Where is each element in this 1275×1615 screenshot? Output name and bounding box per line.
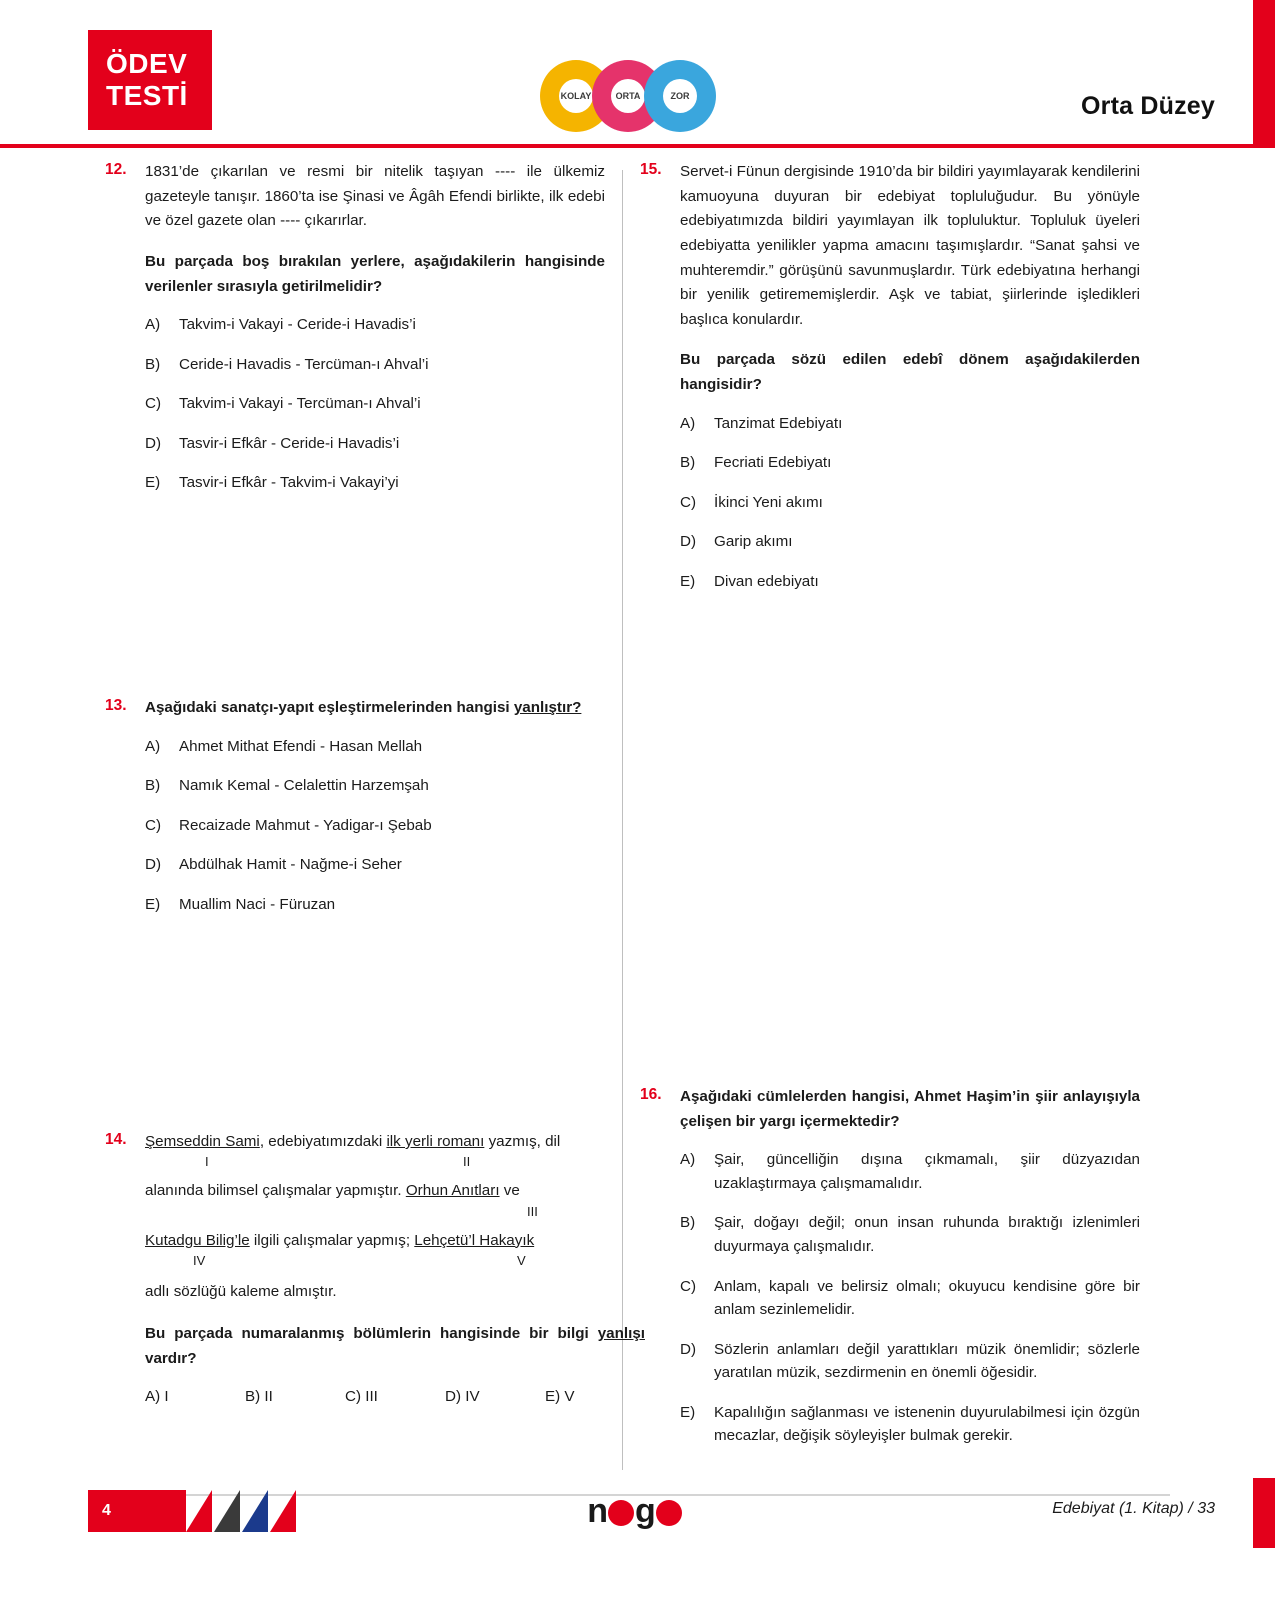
option-letter: E) [680, 1403, 696, 1421]
option-text: Fecriati Edebiyatı [714, 454, 832, 472]
q14-underline-3: Orhun Anıtları [405, 1182, 500, 1200]
option-text: Namık Kemal - Celalettin Harzemşah [179, 777, 429, 795]
question-15-option-c[interactable] [680, 491, 1140, 515]
option-text: Tanzimat Edebiyatı [714, 414, 843, 432]
question-13-option-c[interactable] [145, 814, 605, 838]
question-13-option-b[interactable] [145, 774, 605, 798]
question-14-option-b[interactable]: B) II [245, 1387, 273, 1405]
difficulty-ring-hard [644, 60, 716, 132]
question-16-options [680, 1148, 1140, 1448]
question-13-option-d[interactable] [145, 853, 605, 877]
question-15 [640, 160, 1140, 609]
footer-stripe-1 [186, 1490, 212, 1532]
question-14-romans-2 [145, 1204, 645, 1221]
question-12-option-a[interactable] [145, 313, 605, 337]
question-16-option-a[interactable] [680, 1148, 1140, 1195]
level-title: Orta Düzey [1081, 92, 1215, 120]
footer-stripe-2 [214, 1490, 240, 1532]
option-letter: B) [680, 454, 696, 472]
question-15-option-b[interactable] [680, 451, 1140, 475]
question-12-option-c[interactable] [145, 392, 605, 416]
header-rule [0, 144, 1275, 148]
question-16-option-c[interactable] [680, 1275, 1140, 1322]
question-12-prompt: Bu parçada boş bırakılan yerlere, aşağıdakilerin hangisinde verilenler sırasıyla getirilmelidir? [145, 252, 605, 295]
page-content [0, 160, 1275, 1490]
q14-roman-IV: IV [193, 1252, 206, 1268]
option-text: Şair, güncelliğin dışına çıkmamalı, şiir düzyazıdan uzaklaştırmaya çalışmamalıdır. [714, 1151, 1140, 1192]
q14-roman-I: I [205, 1154, 209, 1170]
option-text: Ceride-i Havadis - Tercüman-ı Ahval’i [179, 355, 429, 373]
option-text: Tasvir-i Efkâr - Ceride-i Havadis’i [179, 434, 400, 452]
question-15-number: 15. [640, 161, 662, 178]
footer-caption: Edebiyat (1. Kitap) / 33 [1052, 1500, 1215, 1517]
question-12 [105, 160, 605, 511]
q14-text-5: ilgili çalışmalar yapmış; [249, 1231, 415, 1249]
option-text: Anlam, kapalı ve belirsiz olmalı; okuyucu kendisine göre bir anlam sezinlemelidir. [714, 1277, 1140, 1319]
question-15-prompt: Bu parçada sözü edilen edebî dönem aşağıdakilerden hangisidir? [680, 351, 1140, 393]
question-14-romans-1 [145, 1154, 645, 1171]
question-13-option-e[interactable] [145, 893, 605, 917]
footer-right-accent-bar [1253, 1478, 1275, 1548]
option-text: Takvim-i Vakayi - Ceride-i Havadis’i [179, 316, 416, 334]
question-16-number: 16. [640, 1086, 662, 1103]
option-letter: E) [145, 895, 161, 913]
option-letter: A) [680, 414, 696, 432]
option-letter: C) [680, 493, 697, 511]
question-14-romans-3 [145, 1253, 645, 1270]
option-letter: E) [680, 572, 696, 590]
option-text: Muallim Naci - Füruzan [179, 895, 336, 913]
question-14 [105, 1130, 645, 1405]
question-12-option-b[interactable] [145, 353, 605, 377]
footer-stripe-4 [270, 1490, 296, 1532]
publisher-logo [560, 1488, 710, 1534]
question-14-line-4: adlı sözlüğü kaleme almıştır. [145, 1282, 337, 1300]
question-15-option-a[interactable] [680, 412, 1140, 436]
homework-test-badge [88, 30, 212, 130]
badge-line-1: ÖDEV [106, 48, 188, 80]
q14-text-3: alanında bilimsel çalışmalar yapmıştır. [145, 1182, 406, 1200]
option-text: Sözlerin anlamları değil yarattıkları müzik önemlidir; sözlerle yaratılan müzik, sezdirmenin en önemli öğesidir. [714, 1340, 1140, 1382]
option-text: Divan edebiyatı [714, 572, 819, 590]
q14-roman-V: V [517, 1252, 526, 1268]
option-letter: A) [145, 316, 161, 334]
option-text: İkinci Yeni akımı [714, 493, 823, 511]
q14-prompt-part2: vardır? [145, 1349, 197, 1367]
question-16-prompt: Aşağıdaki cümlelerden hangisi, Ahmet Haşim’in şiir anlayışıyla çelişen bir yargı içermektedir? [680, 1088, 1140, 1130]
difficulty-rings [540, 60, 720, 132]
header-right-accent-bar [1253, 0, 1275, 148]
q14-underline-5: Lehçetü’l Hakayık [414, 1231, 535, 1249]
question-14-number: 14. [105, 1131, 127, 1148]
question-14-option-a[interactable]: A) I [145, 1387, 169, 1405]
q14-underline-1: Şemseddin Sami [145, 1133, 260, 1150]
question-13-option-a[interactable] [145, 735, 605, 759]
question-16-option-d[interactable] [680, 1338, 1140, 1385]
q14-underline-2: ilk yerli romanı [386, 1133, 485, 1150]
q14-text-4: ve [499, 1182, 520, 1200]
question-13-prompt-part1: Aşağıdaki sanatçı-yapıt eşleştirmelerinden hangisi [145, 699, 514, 716]
logo-circle-icon [608, 1500, 634, 1526]
option-letter: B) [145, 355, 161, 373]
question-13-prompt-underlined: yanlıştır? [513, 699, 582, 716]
publisher-logo-text: n g [587, 1492, 683, 1531]
question-13-options [145, 735, 605, 917]
q14-prompt-underlined: yanlışı [597, 1325, 645, 1343]
question-13-number: 13. [105, 697, 127, 714]
option-text: Kapalılığın sağlanması ve istenenin duyurulabilmesi için özgün mecazlar, değişik söyleyişler bulmak gerekir. [714, 1403, 1140, 1445]
option-letter: D) [680, 533, 697, 551]
option-text: Ahmet Mithat Efendi - Hasan Mellah [179, 737, 423, 755]
question-15-option-d[interactable] [680, 530, 1140, 554]
page-number-badge: 4 [88, 1490, 186, 1532]
question-15-option-e[interactable] [680, 570, 1140, 594]
question-14-prompt [145, 1322, 645, 1371]
question-15-paragraph: Servet-i Fünun dergisinde 1910’da bir bildiri yayımlayarak kendilerini kamuoyuna duyuran bir edebiyat topluluğudur. Bu yönüyle edebiyatımızda bildiri yayımlayan ilk topluluktur. Topluluk üyeleri edebiyatta yenilikler yapma amacını taşımışlardır. “Sanat şahsi ve muhteremdir.” görüşünü savunmuşlardır. Türk edebiyatına herhangi bir yenilik getirememişlerdir. Aşk ve tabiat, şiirlerinde işledikleri başlıca konulardır. [680, 163, 1140, 328]
question-12-options [145, 313, 605, 495]
option-text: Recaizade Mahmut - Yadigar-ı Şebab [179, 816, 432, 834]
option-text: Garip akımı [714, 533, 793, 551]
page-header [0, 0, 1275, 148]
option-letter: D) [145, 856, 162, 874]
option-letter: D) [680, 1340, 697, 1358]
q14-roman-III: III [527, 1203, 538, 1219]
difficulty-label-hard: ZOR [670, 91, 690, 101]
option-text: Şair, doğayı değil; onun insan ruhunda bıraktığı izlenimleri duyurmaya çalışmalıdır. [714, 1214, 1140, 1255]
option-letter: A) [680, 1151, 696, 1169]
question-12-option-e[interactable] [145, 471, 605, 495]
option-letter: B) [680, 1214, 696, 1232]
option-letter: E) [145, 474, 161, 492]
option-letter: C) [145, 816, 162, 834]
question-14-option-e[interactable]: E) V [545, 1387, 575, 1405]
option-letter: B) [145, 777, 161, 795]
question-14-option-c[interactable]: C) III [345, 1387, 378, 1405]
question-16 [640, 1085, 1140, 1464]
q14-roman-II: II [463, 1154, 471, 1170]
question-12-option-d[interactable] [145, 432, 605, 456]
question-13-prompt [145, 696, 605, 721]
footer-stripe-3 [242, 1490, 268, 1532]
question-16-option-b[interactable] [680, 1211, 1140, 1258]
option-letter: A) [145, 737, 161, 755]
question-14-line-3 [145, 1229, 645, 1253]
difficulty-label-easy: KOLAY [560, 91, 592, 101]
option-text: Abdülhak Hamit - Nağme-i Seher [179, 856, 402, 874]
question-12-number: 12. [105, 161, 127, 178]
question-14-line-2 [145, 1179, 645, 1203]
logo-circle-icon-2 [656, 1500, 682, 1526]
question-16-option-e[interactable] [680, 1401, 1140, 1448]
option-letter: D) [145, 434, 162, 452]
option-text: Takvim-i Vakayi - Tercüman-ı Ahval’i [179, 395, 421, 413]
question-15-options [680, 412, 1140, 594]
question-12-paragraph: 1831’de çıkarılan ve resmi bir nitelik taşıyan ---- ile ülkemiz gazeteyle tanışır. 1860’ta ise Şinasi ve Âgâh Efendi birlikte, ilk edebi ve özel gazete olan ---- çıkarırlar. [145, 163, 605, 230]
question-14-option-d[interactable]: D) IV [445, 1387, 480, 1405]
question-14-options [145, 1388, 645, 1405]
option-text: Tasvir-i Efkâr - Takvim-i Vakayi’yi [179, 474, 399, 492]
difficulty-label-medium: ORTA [615, 91, 641, 101]
q14-text-2: yazmış, dil [484, 1133, 561, 1150]
question-13 [105, 696, 605, 932]
option-letter: C) [145, 395, 162, 413]
q14-text-1: , edebiyatımızdaki [259, 1133, 387, 1150]
badge-line-2: TESTİ [106, 80, 188, 111]
option-letter: C) [680, 1277, 697, 1295]
q14-underline-4: Kutadgu Bilig’le [145, 1231, 250, 1249]
question-14-line-1 [145, 1130, 645, 1154]
q14-prompt-part1: Bu parçada numaralanmış bölümlerin hangisinde bir bilgi [145, 1325, 598, 1343]
